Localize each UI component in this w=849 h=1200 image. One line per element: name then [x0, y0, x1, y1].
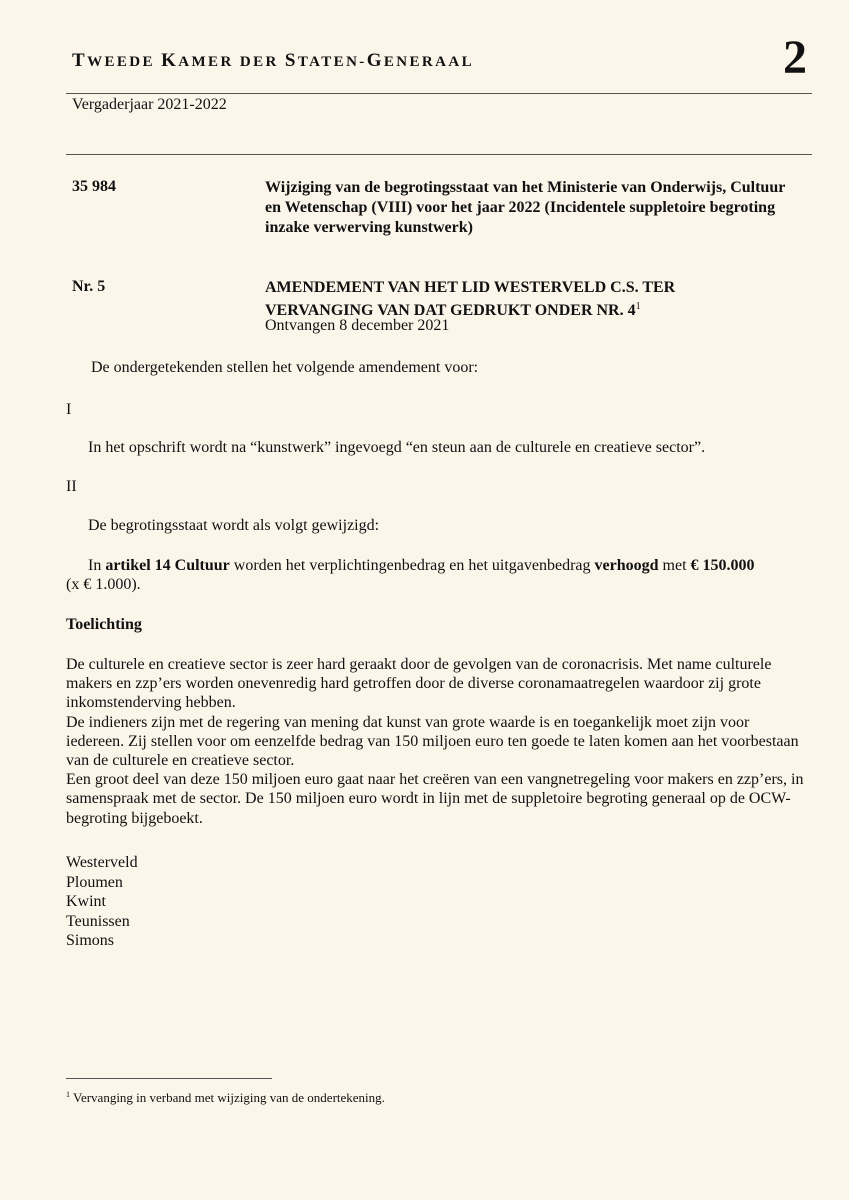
signatories-list [66, 853, 138, 951]
chamber-title-p5: TATEN- [297, 54, 367, 70]
session-year: Vergaderjaar 2021-2022 [72, 96, 227, 113]
change-text-3: met [658, 557, 691, 574]
signatory: Ploumen [66, 873, 123, 891]
signatory: Kwint [66, 893, 106, 910]
section-rule [66, 154, 812, 155]
amount-unit: (x € 1.000). [66, 576, 141, 593]
amendment-title [265, 278, 795, 320]
chamber-title [72, 50, 474, 72]
article-name: artikel 14 Cultuur [105, 557, 230, 574]
amendment-title-line2: VERVANGING VAN DAT GEDRUKT ONDER NR. 4 [265, 302, 636, 319]
change-text-2: worden het verplichtingenbedrag en het uitgavenbedrag [229, 557, 595, 574]
amendment-intro: De ondergetekenden stellen het volgende amendement voor: [91, 359, 479, 376]
change-text-1: In [88, 557, 106, 574]
section-1-text: In het opschrift wordt na “kunstwerk” ingevoegd “en steun aan de culturele en creatieve sector”. [88, 439, 706, 456]
kamerstuk-title: Wijziging van de begrotingsstaat van het Ministerie van Onderwijs, Cultuur en Wetenschap (VIII) voor het jaar 2022 (Incidentele suppletoire begroting inzake verwerving kunstwerk) [265, 179, 786, 236]
chamber-title-p6: G [366, 50, 384, 71]
chamber-title-p3: AMER DER [178, 54, 285, 70]
section-2-intro: De begrotingsstaat wordt als volgt gewijzigd: [88, 517, 380, 534]
chamber-title-p1: WEEDE [87, 54, 162, 70]
chamber-title-p0: T [72, 50, 88, 71]
chamber-title-p2: K [161, 50, 179, 71]
change-amount: € 150.000 [690, 557, 755, 574]
header-rule [66, 93, 812, 94]
change-verb: verhoogd [594, 557, 659, 574]
chamber-title-p7: ENERAAL [383, 54, 475, 70]
footnote-text: Vervanging in verband met wijziging van de ondertekening. [73, 1090, 385, 1105]
toelichting-body [66, 655, 806, 828]
document-number: Nr. 5 [72, 278, 106, 295]
page-number: 2 [783, 31, 807, 84]
signatory: Simons [66, 932, 115, 949]
toelichting-heading: Toelichting [66, 616, 142, 633]
signatory: Westerveld [66, 854, 138, 871]
footnote [66, 1090, 385, 1106]
kamerstuk-number: 35 984 [72, 178, 116, 195]
section-label-1: I [66, 401, 72, 418]
toelichting-paragraph-1: De culturele en creatieve sector is zeer hard geraakt door de gevolgen van de coronacrisis. Met name culturele makers en zzp’ers worden onevenredig hard getroffen door de diverse coronamaatregelen waardoor zij grote inkomstenderving hebben. [66, 656, 772, 712]
section-2-change [88, 556, 755, 575]
amendment-title-line1: AMENDEMENT VAN HET LID WESTERVELD C.S. TER [265, 279, 676, 296]
footnote-rule [66, 1078, 272, 1079]
footnote-reference[interactable]: 1 [635, 301, 641, 312]
toelichting-paragraph-2: De indieners zijn met de regering van mening dat kunst van grote waarde is en toegankelijk moet zijn voor iedereen. Zij stellen voor om eenzelfde bedrag van 150 miljoen euro ten goede te laten komen aan het voorbestaan van de culturele en creatieve sector. [66, 713, 799, 770]
chamber-title-p4: S [284, 50, 298, 71]
signatory: Teunissen [66, 912, 130, 930]
section-label-2: II [66, 478, 77, 495]
toelichting-paragraph-3: Een groot deel van deze 150 miljoen euro gaat naar het creëren van een vangnetregeling voor makers en zzp’ers, in samenspraak met de sector. De 150 miljoen euro wordt in lijn met de suppletoire begroting generaal op de OCW-begroting bijgeboekt. [66, 771, 804, 827]
received-date: Ontvangen 8 december 2021 [265, 317, 450, 334]
footnote-marker: 1 [66, 1090, 70, 1099]
